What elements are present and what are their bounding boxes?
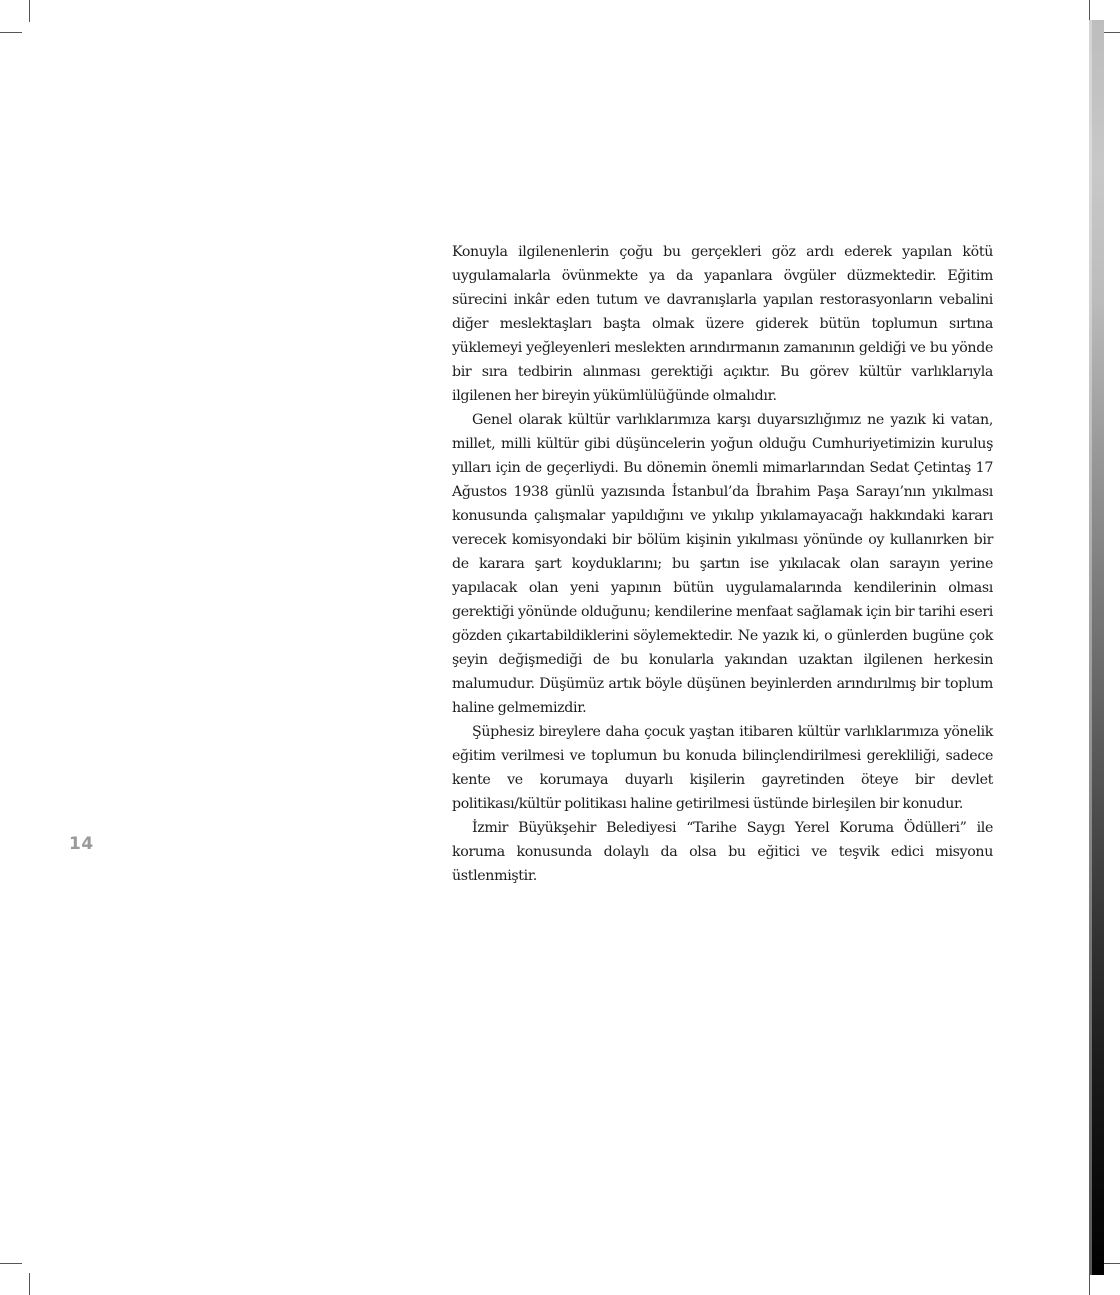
crop-mark-left-top (0, 32, 22, 33)
crop-mark-top-right (1089, 0, 1090, 22)
crop-mark-left-bottom (0, 1263, 22, 1264)
paragraph-1: Konuyla ilgilenenlerin çoğu bu gerçekleri göz ardı ederek yapılan kötü uygulamalarla övünmekte ya da yapanlara övgüler düzmektedir. Eğitim sürecini inkâr eden tutum ve davranışlarla yapılan restorasyonların vebalini diğer meslektaşları başta olmak üzere giderek bütün toplumun sırtına yüklemeyi yeğleyenleri meslekten arındırmanın zamanının geldiği ve bu yönde bir sıra tedbirin alınması gerektiği açıktır. Bu görev kültür varlıklarıyla ilgilenen her bireyin yükümlülüğünde olmalıdır. (452, 244, 993, 404)
body-text (452, 240, 993, 888)
crop-mark-bottom-right (1089, 1273, 1090, 1295)
crop-mark-bottom-left (29, 1273, 30, 1295)
paragraph-3: Şüphesiz bireylere daha çocuk yaştan itibaren kültür varlıklarımıza yönelik eğitim verilmesi ve toplumun bu konuda bilinçlendirilmesi gerekliliği, sadece kente ve korumaya duyarlı kişilerin gayretinden öteye bir devlet politikası/kültür politikası haline getirilmesi üstünde birleşilen bir konudur. (452, 724, 993, 812)
crop-mark-top-left (29, 0, 30, 22)
facing-page-edge (1089, 20, 1104, 1275)
page-number: 14 (69, 834, 94, 854)
paragraph-4: İzmir Büyükşehir Belediyesi “Tarihe Saygı Yerel Koruma Ödülleri” ile koruma konusunda dolaylı da olsa bu eğitici ve teşvik edici misyonu üstlenmiştir. (452, 820, 993, 884)
paragraph-2: Genel olarak kültür varlıklarımıza karşı duyarsızlığımız ne yazık ki vatan, millet, milli kültür gibi düşüncelerin yoğun olduğu Cumhuriyetimizin kuruluş yılları için de geçerliydi. Bu dönemin önemli mimarlarından Sedat Çetintaş 17 Ağustos 1938 günlü yazısında İstanbul’da İbrahim Paşa Sarayı’nın yıkılması konusunda çalışmalar yapıldığını ve yıkılıp yıkılamayacağı hakkındaki kararı verecek komisyondaki bir bölüm kişinin yıkılması yönünde oy kullanırken bir de karara şart koyduklarını; bu şartın ise yıkılacak olan sarayın yerine yapılacak olan yeni yapının bütün uygulamalarında kendilerinin olması gerektiği yönünde olduğunu; kendilerine menfaat sağlamak için bir tarihi eseri gözden çıkartabildiklerini söylemektedir. Ne yazık ki, o günlerden bugüne çok şeyin değişmediği de bu konularla yakından uzaktan ilgilenen herkesin malumudur. Düşümüz artık böyle düşünen beyinlerden arındırılmış bir toplum haline gelmemizdir. (452, 412, 993, 716)
